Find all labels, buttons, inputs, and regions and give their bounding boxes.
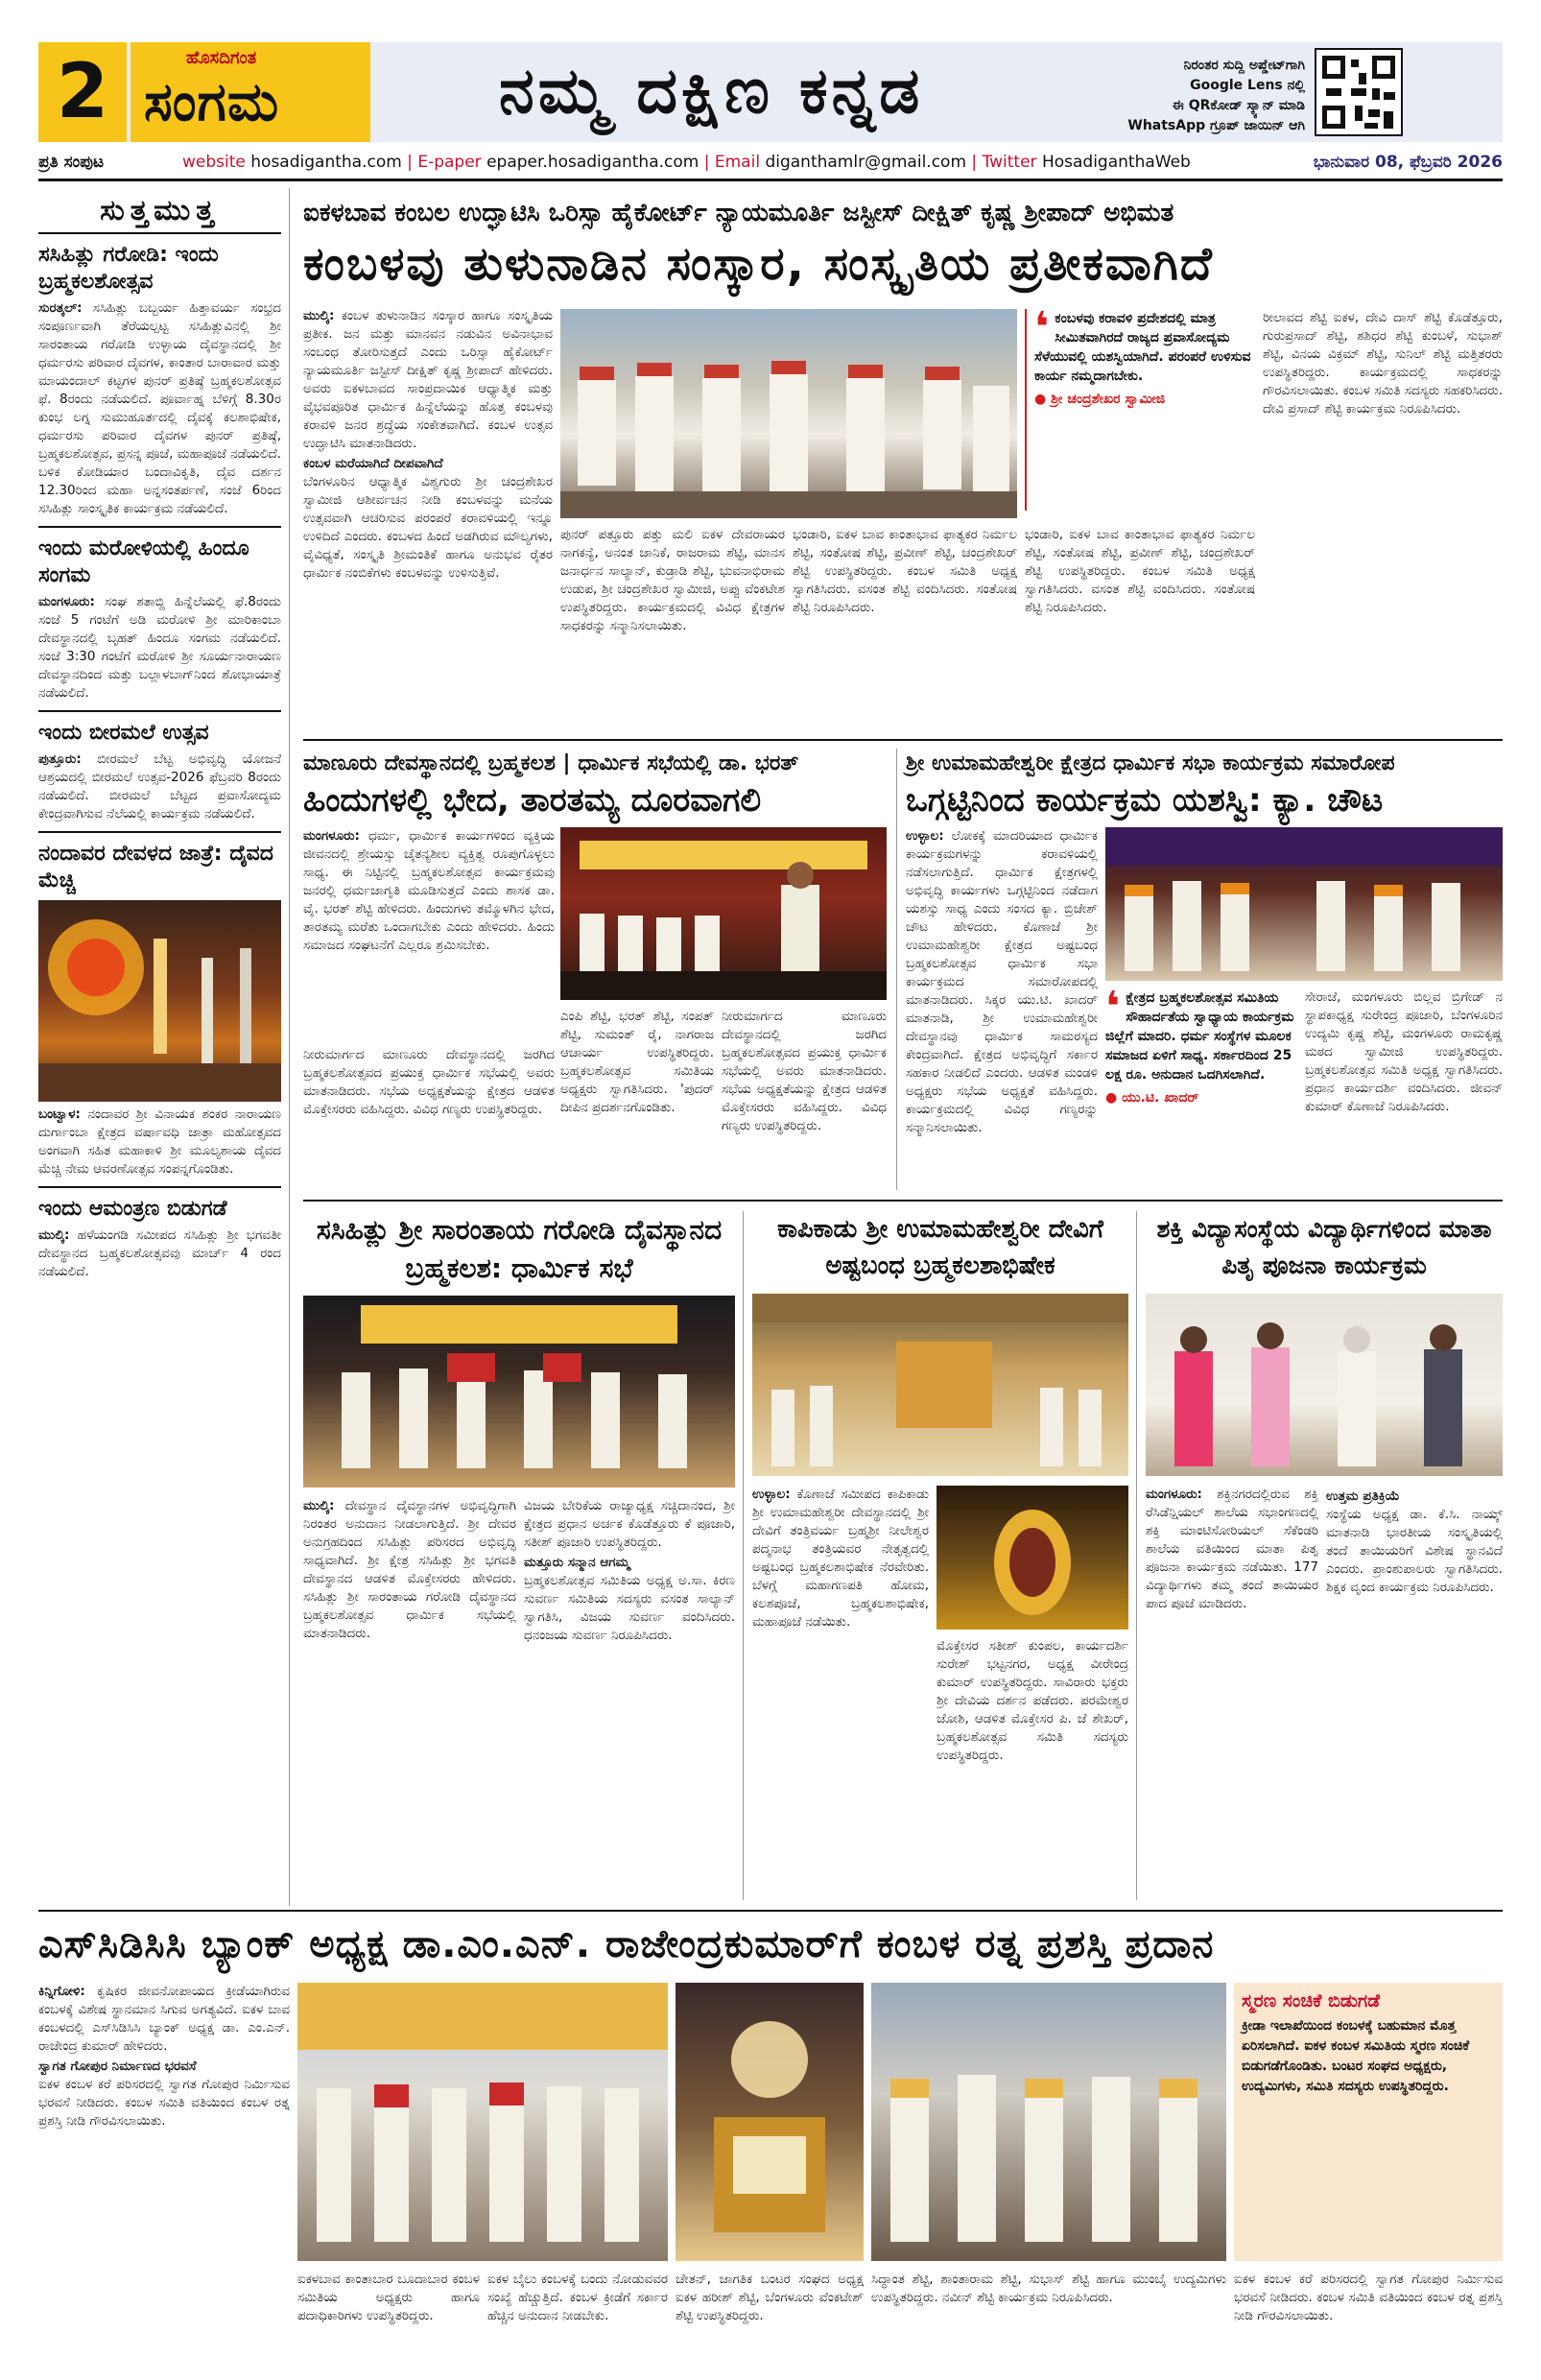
story6-text: ಶಕ್ತಿನಗರದಲ್ಲಿರುವ ಶಕ್ತಿ ರೆಸಿಡೆನ್ಷಿಯಲ್ ಶಾಲೆಯ ಸಭಾಂಗಣದಲ್ಲಿ ಶಕ್ತಿ ಮಾಂಟಿಸೋರಿಯಲ್ ಸೆಕೆಂಡರಿ ಶಾಲೆಯ ವತಿಯಿಂದ ಮಾತಾ ಪಿತೃ ಪೂಜನಾ ಕಾರ್ಯಕ್ರಮ ನಡೆಯಿತು. 177 ವಿದ್ಯಾರ್ಥಿಗಳು ತಮ್ಮ ತಂದೆ ತಾಯಿಯರ ಪಾದ ಪೂಜೆ ಮಾಡಿದರು.: [1146, 1487, 1318, 1611]
story4-subhead: ಮತ್ತೂರು ಸನ್ಮಾನ ಆಗಮ್ಮ: [524, 1555, 630, 1570]
dateline: ಬಂಟ್ವಾಳ:: [38, 1107, 81, 1122]
story3-text: ಸೇರಾಜೆ, ಮಂಗಳೂರು ಬಿಲ್ಲವ ಬ್ರಿಗೇಡ್ ನ ಸ್ಥಾಪಕಾಧ್ಯಕ್ಷ ಸುರೇಂದ್ರ ಪೂಜಾರಿ, ಬೆಂಗಳೂರಿನ ಉದ್ಯಮಿ ಕೃಷ್ಣ ಶೆಟ್ಟಿ, ಮಂಗಳೂರು ರಾಮಕೃಷ್ಣ ಮಠದ ಸ್ವಾಮೀಜಿ ಉಪಸ್ಥಿತರಿದ್ದರು. ಬ್ರಹ್ಮಕಲಶೋತ್ಸವ ಸಮಿತಿ ಅಧ್ಯಕ್ಷ ಸ್ವಾಗತಿಸಿದರು. ಪ್ರಧಾನ ಕಾರ್ಯದರ್ಶಿ ವಂದಿಸಿದರು. ಜೀವನ್ ಕುಮಾರ್ ಕೊಣಾಜೆ ನಿರೂಪಿಸಿದರು.: [1305, 989, 1503, 1114]
website-label: website: [182, 153, 246, 172]
brief-headline: ಇಂದು ಬೀರಮಲೆ ಉತ್ಸವ: [38, 721, 209, 745]
qr-line: ಈ QRಕೋಡ್ ಸ್ಕ್ಯಾನ್ ಮಾಡಿ: [1172, 98, 1305, 113]
brief-body: [38, 750, 281, 823]
dateline: ಮುಲ್ಕಿ:: [303, 1498, 335, 1513]
festival-photo: [38, 900, 281, 1102]
story1-text: ಪುನರ್ ಪತ್ತೂರು ಪತ್ತು ಮಲಿ ಐಕಳ ದೇವರಾಯರ ನಾಗಕನ್ಯೆ, ಅನಂತ ಜಾನಿಕೆ, ರಾಜರಾಮ ಶೆಟ್ಟಿ, ಮಾನಸ ಜನಾರ್ಧನ ಸಾಲ್ಯಾನ್, ಕುಡ್ರಾಡಿ ಶೆಟ್ಟಿ, ಭುವನಾಭಿರಾಮ ಉಡುಪ, ಶ್ರೀ ಚಂದ್ರಶೇಖರ ಸ್ವಾಮೀಜಿ, ಅಪ್ಪು ವೆಂಕಟೇಶ ಉಪಸ್ಥಿತರಿದ್ದರು. ಕಾರ್ಯಕ್ರಮದಲ್ಲಿ ವಿವಿಧ ಕ್ಷೇತ್ರಗಳ ಸಾಧಕರನ್ನು ಸನ್ಮಾನಿಸಲಾಯಿತು.: [560, 527, 785, 633]
story5-text: ಕೊಣಾಜೆ ಸಮೀಪದ ಕಾಪಿಕಾಡು ಶ್ರೀ ಉಮಾಮಹೇಶ್ವರೀ ದೇವಸ್ಥಾನದಲ್ಲಿ ಶ್ರೀ ದೇವಿಗೆ ತಂತ್ರಿವರ್ಯ ಬ್ರಹ್ಮಶ್ರೀ ನೀಲೇಶ್ವರ ಪದ್ಮನಾಭ ತಂತ್ರಿಯವರ ನೇತೃತ್ವದಲ್ಲಿ ಅಷ್ಟಬಂಧ ಬ್ರಹ್ಮಕಲಶಾಭಿಷೇಕ ನೆರವೇರಿತು. ಬೆಳಗ್ಗೆ ಮಹಾಗಣಪತಿ ಹೋಮ, ಕಲಶಪೂಜೆ, ಬ್ರಹ್ಮಕಲಶಾಭಿಷೇಕ, ಮಹಾಪೂಜೆ ನಡೆಯಿತು.: [752, 1487, 929, 1630]
story7-photo-left: [297, 1983, 668, 2261]
quote-author: ಶ್ರೀ ಚಂದ್ರಶೇಖರ ಸ್ವಾಮೀಜಿ: [1051, 392, 1166, 407]
story3-headline: ಒಗ್ಗಟ್ಟಿನಿಂದ ಕಾರ್ಯಕ್ರಮ ಯಶಸ್ವಿ: ಕ್ಯಾ. ಚೌಟ: [906, 781, 1384, 820]
story2-text: ನೀರುಮಾರ್ಗದ ಮಾಣೂರು ದೇವಸ್ಥಾನದಲ್ಲಿ ಜರಗಿದ ಬ್ರಹ್ಮಕಲಶೋತ್ಸವದ ಪ್ರಯುಕ್ತ ಧಾರ್ಮಿಕ ಸಭೆಯಲ್ಲಿ ಅವರು ಮಾತನಾಡಿದರು. ಸಭೆಯ ಅಧ್ಯಕ್ಷತೆಯನ್ನು ಕ್ಷೇತ್ರದ ಆಡಳಿತ ಮೊಕ್ತೇಸರರು ವಹಿಸಿದ್ದರು. ವಿವಿಧ ಗಣ್ಯರು ಉಪಸ್ಥಿತರಿದ್ದರು.: [722, 1009, 887, 1133]
brief-text: ಸಂಘ ಶತಾಬ್ದಿ ಹಿನ್ನೆಲೆಯಲ್ಲಿ ಫೆ.8ರಂದು ಸಂಜೆ 5 ಗಂಟೆಗೆ ಅಡಿ ಮರೋಳಿ ಶ್ರೀ ಮಾರಿಕಾಂಬಾ ದೇವಸ್ಥಾನದಲ್ಲಿ ಬೃಹತ್ ಹಿಂದೂ ಸಂಗಮ ನಡೆಯಲಿದೆ. ಸಂಜೆ 3:30 ಗಂಟೆಗೆ ಮರೋಳಿ ಶ್ರೀ ಸೂರ್ಯನಾರಾಯಣ ದೇವಸ್ಥಾನದಿಂದ ಮತ್ತು ಬಲ್ಲಾಳಬಾಗ್‌ನಿಂದ ಶೋಭಾಯಾತ್ರೆ ನಡೆಯಲಿದೆ.: [38, 594, 281, 701]
story1-quote: [1025, 303, 1255, 511]
edition-title: ನಮ್ಮ ದಕ್ಷಿಣ ಕನ್ನಡ: [499, 54, 924, 128]
story2-text: ಹಿಂದುಗಳು ತಮ್ಮೊಳಗಿನ ಭೇದ, ತಾರತಮ್ಯ ಮರೆತು ಒಂದಾಗಬೇಕು ಎಂದು ಹೇಳಿದರು. ಹಿಂದು ಸಮಾಜದ ಸಂಘಟನೆಗೆ ಎಲ್ಲರೂ ಶ್ರಮಿಸಬೇಕು.: [303, 901, 555, 953]
dateline: ಪುತ್ತೂರು:: [38, 751, 82, 767]
qr-instructions: [1046, 56, 1305, 136]
story2-body: [303, 827, 555, 1038]
brief-headline: ಇಂದು ಆಮಂತ್ರಣ ಬಿಡುಗಡೆ: [38, 1197, 227, 1221]
story1-text: ಭಂಡಾರಿ, ಐಕಳ ಬಾವ ಕಾಂತಾಭಾವ ಫಾತ್ಯಕರ ನಿರ್ಮಲ ಶೆಟ್ಟಿ, ಸಂತೋಷ ಶೆಟ್ಟಿ, ಪ್ರವೀಣ್ ಶೆಟ್ಟಿ, ಚಂದ್ರಶೇಖರ್ ಶೆಟ್ಟಿ ಉಪಸ್ಥಿತರಿದ್ದರು. ಕಂಬಳ ಸಮಿತಿ ಅಧ್ಯಕ್ಷ ಸ್ವಾಗತಿಸಿದರು. ವಸಂತ ಶೆಟ್ಟಿ ವಂದಿಸಿದರು. ಸಂತೋಷ ಶೆಟ್ಟಿ ನಿರೂಪಿಸಿದರು.: [1025, 527, 1255, 615]
edition-label: ಪ್ರತಿ ಸಂಪುಟ: [38, 153, 105, 172]
twitter-link[interactable]: HosadiganthaWeb: [1041, 153, 1191, 172]
story2-body: [303, 1046, 555, 1190]
story6-subhead: ಉತ್ತಮ ಪ್ರತಿಕ್ರಿಯೆ: [1326, 1488, 1400, 1504]
story6-photo: [1146, 1294, 1503, 1476]
dateline: ಮುಲ್ಕಿ:: [38, 1227, 70, 1243]
info-bar: [38, 148, 1503, 177]
brand-top: ಹೊಸದಿಗಂತ: [186, 48, 257, 68]
story3-body: [906, 827, 1098, 1190]
story1-subhead: ಕಂಬಳ ಮರೆಯಾಗಿದೆ ದೀಪವಾಗಿದೆ: [303, 456, 443, 471]
story7-text: ಸಿದ್ಧಾಂತ ಶೆಟ್ಟಿ, ಶಾಂತಾರಾಮ ಶೆಟ್ಟಿ, ಸುಭಾಸ್ ಶೆಟ್ಟಿ ಹಾಗೂ ಮುಂಬೈ ಉದ್ಯಮಿಗಳು ಉಪಸ್ಥಿತರಿದ್ದರು. ನವೀನ್ ಶೆಟ್ಟಿ ಕಾರ್ಯಕ್ರಮ ನಿರೂಪಿಸಿದರು.: [871, 2272, 1226, 2305]
story7-body: [676, 2271, 864, 2367]
quote-text: ಕ್ಷೇತ್ರದ ಬ್ರಹ್ಮಕಲಶೋತ್ಸವ ಸಮಿತಿಯ ಸೌಹಾರ್ದತೆಯ ಸ್ವಾಧ್ಯಾಯ ಕಾರ್ಯಕ್ರಮ ಜಿಲ್ಲೆಗೆ ಮಾದರಿ. ಧರ್ಮ ಸಂಸ್ಥೆಗಳ ಮೂಲಕ ಸಮಾಜದ ಏಳಿಗೆ ಸಾಧ್ಯ. ಸರ್ಕಾರದಿಂದ 25 ಲಕ್ಷ ರೂ. ಅನುದಾನ ಒದಗಿಸಲಾಗಿದೆ.: [1105, 990, 1294, 1083]
story5-headline: ಕಾಪಿಕಾಡು ಶ್ರೀ ಉಮಾಮಹೇಶ್ವರೀ ದೇವಿಗೆ ಅಷ್ಟಬಂಧ ಬ್ರಹ್ಮಕಲಶಾಭಿಷೇಕ: [777, 1215, 1103, 1280]
story7-body: [871, 2271, 1226, 2367]
story7-subhead: ಸ್ವಾಗತ ಗೋಪುರ ನಿರ್ಮಾಣದ ಭರವಸೆ: [38, 2059, 197, 2074]
story3-photo: [1105, 827, 1503, 981]
story3-kicker: ಶ್ರೀ ಉಮಾಮಹೇಶ್ವರೀ ಕ್ಷೇತ್ರದ ಧಾರ್ಮಿಕ ಸಭಾ ಕಾರ್ಯಕ್ರಮ ಸಮಾರೋಪ: [906, 751, 1395, 775]
brand-main: ಸಂಗಮ: [144, 71, 280, 133]
story3-quote: [1105, 983, 1297, 1190]
quote-attribution: ● ಯು.ಟಿ. ಖಾದರ್: [1105, 1090, 1199, 1106]
divider: [38, 1186, 281, 1188]
story7-text: ಚೇತನ್, ಜಾಗತಿಕ ಬಂಟರ ಸಂಘದ ಅಧ್ಯಕ್ಷ ಐಕಳ ಹರೀಶ್ ಶೆಟ್ಟಿ, ಬೆಂಗಳೂರು ವೆಂಕಟೇಶ್ ಶೆಟ್ಟಿ ಉಪಸ್ಥಿತರಿದ್ದರು.: [676, 2272, 864, 2323]
brief-body: [38, 593, 281, 702]
story4-photo: [303, 1296, 735, 1488]
story4-text: ದೇವಸ್ಥಾನ ದೈವಸ್ಥಾನಗಳ ಅಭಿವೃದ್ಧಿಗಾಗಿ ನಿರಂತರ ಅನುದಾನ ನೀಡಲಾಗುತ್ತಿದೆ. ಶ್ರೀ ದೇವರ ಅನುಗ್ರಹದಿಂದ ಸಸಿಹಿತ್ಲು ಪರಿಸರದ ಅಭಿವೃದ್ಧಿ ಸಾಧ್ಯವಾಗಿದೆ. ಶ್ರೀ ಕ್ಷೇತ್ರ ಸಸಿಹಿತ್ಲು ಶ್ರೀ ಭಗವತಿ ದೇವಸ್ಥಾನದ ಆಡಳಿತ ಮೊಕ್ತೇಸರರು ಹೇಳಿದರು. ಸಸಿಹಿತ್ಲು ಶ್ರೀ ಸಾರಂತಾಯ ಗರೋಡಿ ದೈವಸ್ಥಾನದ ಬ್ರಹ್ಮಕಲಶೋತ್ಸವ ಧಾರ್ಮಿಕ ಸಭೆಯಲ್ಲಿ ಮಾತನಾಡಿದರು.: [303, 1498, 516, 1641]
story7-body: [487, 2271, 668, 2367]
section-divider: [303, 739, 1503, 741]
story4-body: [524, 1497, 735, 1900]
dateline: ಕಿನ್ನಿಗೋಳಿ:: [38, 1984, 85, 1999]
story1-body: [793, 526, 1017, 729]
story7-headline: ಎಸ್‌ಸಿಡಿಸಿಸಿ ಬ್ಯಾಂಕ್ ಅಧ್ಯಕ್ಷ ಡಾ.ಎಂ.ಎನ್. ರಾಜೇಂದ್ರಕುಮಾರ್‌ಗೆ ಕಂಬಳ ರತ್ನ ಪ್ರಶಸ್ತಿ ಪ್ರದಾನ: [38, 1922, 1215, 1966]
story6-body: [1326, 1486, 1503, 1900]
divider: [38, 710, 281, 712]
story1-kicker: ಐಕಳಬಾವ ಕಂಬಲ ಉದ್ಘಾಟಿಸಿ ಒರಿಸ್ಸಾ ಹೈಕೋರ್ಟ್ ನ್ಯಾಯಮೂರ್ತಿ ಜಸ್ಟೀಸ್ ದೀಕ್ಷಿತ್ ಕೃಷ್ಣ ಶ್ರೀಪಾದ್ ಅಭಿಮತ: [303, 199, 1174, 227]
brief-body: [38, 1226, 281, 1281]
story5-text: ಮೊಕ್ತೇಸರ ಸತೀಶ್ ಕುಂಪಲ, ಕಾರ್ಯದರ್ಶಿ ಸುರೇಶ್ ಭಟ್ಟನಗರ, ಅಧ್ಯಕ್ಷ ವೀರೇಂದ್ರ ಕುಮಾರ್ ಉಪಸ್ಥಿತರಿದ್ದರು. ಸಾವಿರಾರು ಭಕ್ತರು ಶ್ರೀ ದೇವಿಯ ದರ್ಶನ ಪಡೆದರು. ಪರಮೇಶ್ವರ ಜೋಶಿ, ಆಡಳಿತ ಮೊಕ್ತೇಸರ ಪಿ. ಜೆ ಶೇಖರ್, ಬ್ರಹ್ಮಕಲಶೋತ್ಸವ ಸಮಿತಿ ಸದಸ್ಯರು ಉಪಸ್ಥಿತರಿದ್ದರು.: [936, 1638, 1128, 1763]
story1-body: [1263, 309, 1503, 729]
email-link[interactable]: diganthamlr@gmail.com: [765, 153, 967, 172]
brief-body: [38, 1106, 281, 1178]
story3-text: ಸಿಕ್ಕರ ಯು.ಟಿ. ಖಾದರ್ ಮಾತನಾಡಿ, ಶ್ರೀ ಉಮಾಮಹೇಶ್ವರೀ ದೇವಸ್ಥಾನವು ಧಾರ್ಮಿಕ ಸಾಮರಸ್ಯದ ಕೇಂದ್ರವಾಗಿದೆ. ಕ್ಷೇತ್ರದ ಅಭಿವೃದ್ಧಿಗೆ ಸರ್ಕಾರ ಸಹಕಾರ ನೀಡಲಿದೆ ಎಂದರು. ಆಡಳಿತ ಮಂಡಳಿ ಅಧ್ಯಕ್ಷರು ಸಭೆಯ ಅಧ್ಯಕ್ಷತೆ ವಹಿಸಿದ್ದರು. ಕಾರ್ಯಕ್ರಮದಲ್ಲಿ ವಿವಿಧ ಗಣ್ಯರನ್ನು ಸನ್ಮಾನಿಸಲಾಯಿತು.: [906, 992, 1098, 1135]
story7-text: ಐಕಳಬಾವ ಕಾಂತಾಬಾರ ಬೂದಾಬಾರ ಕಂಬಳ ಸಮಿತಿಯ ಅಧ್ಯಕ್ಷರು ಹಾಗೂ ಪದಾಧಿಕಾರಿಗಳು ಉಪಸ್ಥಿತರಿದ್ದರು.: [297, 2272, 480, 2323]
dateline: ಮಂಗಳೂರು:: [38, 594, 95, 609]
brief-body: [38, 299, 281, 518]
dateline: ಉಳ್ಳಾಲ:: [752, 1487, 791, 1502]
website-link[interactable]: hosadigantha.com: [250, 153, 402, 172]
brief-text: ಹಳೆಯಂಗಡಿ ಸಮೀಪದ ಸಸಿಹಿತ್ಲು ಶ್ರೀ ಭಗವತೀ ದೇವಸ್ಥಾನದ ಬ್ರಹ್ಮಕಲಶೋತ್ಸವವು ಮಾರ್ಚ್ 4 ರಂದ ನಡೆಯಲಿದೆ.: [38, 1227, 282, 1279]
story4-text: ಬ್ರಹ್ಮಕಲಶೋತ್ಸವ ಸಮಿತಿಯ ಅಧ್ಯಕ್ಷ ಅ.ಸಾ. ಕಿರಣ ಸುವರ್ಣ ಸಮಿತಿಯ ಸದಸ್ಯರು ವಸಂತ ಸಾಲ್ಯಾನ್ ಸ್ವಾಗತಿಸಿ, ವಿಜಯ ಸುವರ್ಣ ವಂದಿಸಿದರು. ಧನಂಜಯ ಸುವರ್ಣ ನಿರೂಪಿಸಿದರು.: [524, 1573, 735, 1643]
story1-photo: [560, 309, 1017, 518]
story5-photo: [752, 1294, 1128, 1476]
section-title: ಸುತ್ತಮುತ್ತ: [38, 188, 281, 234]
story1-body: [1025, 526, 1255, 729]
contact-links: website hosadigantha.com | E-paper epaper.hosadigantha.com | Email diganthamlr@gmail.com | Twitter HosadiganthaWeb: [182, 153, 1191, 172]
story6-headline: ಶಕ್ತಿ ವಿದ್ಯಾಸಂಸ್ಥೆಯ ವಿದ್ಯಾರ್ಥಿಗಳಿಂದ ಮಾತಾ ಪಿತೃ ಪೂಜನಾ ಕಾರ್ಯಕ್ರಮ: [1156, 1215, 1492, 1279]
story7-text: ಕೃಷಿಕರ ಜೀವನೋಪಾಯದ ಕ್ರೀಡೆಯಾಗಿರುವ ಕಂಬಳಕ್ಕೆ ವಿಶೇಷ ಸ್ಥಾನಮಾನ ಸಿಗುವ ಅಗತ್ಯವಿದೆ. ಐಕಳ ಬಾವ ಕಂಬಳದಲ್ಲಿ ಎಸ್‌ಸಿಡಿಸಿಸಿ ಬ್ಯಾಂಕ್ ಅಧ್ಯಕ್ಷ ಡಾ. ಎಂ.ಎನ್. ರಾಜೇಂದ್ರ ಕುಮಾರ್ ಹೇಳಿದರು.: [38, 1984, 290, 2054]
story5-body: [752, 1486, 929, 1900]
story4-body: [303, 1497, 516, 1900]
qr-line: ನಿರಂತರ ಸುದ್ದಿ ಅಪ್ಡೇಟ್‌ಗಾಗಿ: [1183, 58, 1305, 73]
story7-body: [297, 2271, 480, 2367]
story2-headline: ಹಿಂದುಗಳಲ್ಲಿ ಭೇದ, ತಾರತಮ್ಯ ದೂರವಾಗಲಿ: [303, 781, 762, 820]
epaper-link[interactable]: epaper.hosadigantha.com: [486, 153, 699, 172]
sidebar-box-text: ಕ್ರೀಡಾ ಇಲಾಖೆಯಿಂದ ಕಂಬಳಕ್ಕೆ ಬಹುಮಾನ ಮೊತ್ತ ಏರಿಸಲಾಗಿದೆ. ಐಕಳ ಕಂಬಳ ಸಮಿತಿಯ ಸ್ಮರಣ ಸಂಚಿಕೆ ಬಿಡುಗಡೆಗೊಂಡಿತು. ಬಂಟರ ಸಂಘದ ಅಧ್ಯಕ್ಷರು, ಉದ್ಯಮಿಗಳು, ಸಮಿತಿ ಸದಸ್ಯರು ಉಪಸ್ಥಿತರಿದ್ದರು.: [1242, 2018, 1470, 2094]
story1-text: ಬೆಂಗಳೂರಿನ ಆಧ್ಯಾತ್ಮಿಕ ವಿಶ್ವಗುರು ಶ್ರೀ ಚಂದ್ರಶೇಖರ ಸ್ವಾಮೀಜಿ ಆಶೀರ್ವಚನ ನೀಡಿ ಕಂಬಳವನ್ನು ಮನೆಯ ಉತ್ಸವವಾಗಿ ಆಚರಿಸುವ ಪರಂಪರೆ ಕರಾವಳಿಯಲ್ಲಿ ಇನ್ನೂ ಉಳಿದಿದೆ ಎಂದರು. ಕಂಬಳದ ಹಿಂದೆ ಅಡಗಿರುವ ಮೌಲ್ಯಗಳು, ವೈವಿಧ್ಯತೆ, ಸಂಸ್ಕೃತಿ ಶ್ರೀಮಂತಿಕೆ ಹಾಗೂ ಅನುಭವ ರೈತರ ಧಾರ್ಮಿಕ ನಂಬಿಕೆಗಳು ಕಂಬಳವನ್ನು ಉಳಿಸುತ್ತಿವೆ.: [303, 474, 553, 581]
brief-text: ಬೀರಮಲೆ ಬೆಟ್ಟ ಅಭಿವೃದ್ಧಿ ಯೋಜನೆ ಆಶ್ರಯದಲ್ಲಿ ಬೀರಮಲೆ ಉತ್ಸವ-2026 ಫೆಬ್ರವರಿ 8ರಂದು ನಡೆಯಲಿದೆ. ಬೀರಮಲೆ ಬೆಟ್ಟದ ಪ್ರವಾಸೋದ್ಯಮ ಕೇಂದ್ರವಾಗಿಸುವ ನೆಲೆಯಲ್ಲಿ ಕಾರ್ಯಕ್ರಮ ನಡೆಯಲಿದೆ.: [38, 751, 281, 821]
epaper-label: E-paper: [417, 153, 482, 172]
divider: [38, 526, 281, 528]
story6-text: ಸಂಸ್ಥೆಯ ಅಧ್ಯಕ್ಷ ಡಾ. ಕೆ.ಸಿ. ನಾಯ್ಕ್ ಮಾತನಾಡಿ ಭಾರತೀಯ ಸಂಸ್ಕೃತಿಯಲ್ಲಿ ತಂದೆ ತಾಯಿಯರಿಗೆ ವಿಶೇಷ ಸ್ಥಾನವಿದೆ ಎಂದರು. ಪ್ರಾಂಶುಪಾಲರು ಸ್ವಾಗತಿಸಿದರು. ಶಿಕ್ಷಕ ವೃಂದ ಕಾರ್ಯಕ್ರಮ ನಿರೂಪಿಸಿದರು.: [1326, 1507, 1503, 1595]
quote-author: ಯು.ಟಿ. ಖಾದರ್: [1122, 1090, 1199, 1106]
twitter-label: Twitter: [982, 153, 1037, 172]
brand-block: [130, 42, 370, 142]
sidebar-box-title: ಸ್ಮರಣ ಸಂಚಿಕೆ ಬಿಡುಗಡೆ: [1242, 1990, 1381, 2011]
dateline: ಮಂಗಳೂರು:: [1146, 1487, 1202, 1502]
story1-text: ಭಂಡಾರಿ, ಐಕಳ ಬಾವ ಕಾಂತಾಭಾವ ಫಾತ್ಯಕರ ನಿರ್ಮಲ ಶೆಟ್ಟಿ, ಸಂತೋಷ ಶೆಟ್ಟಿ, ಪ್ರವೀಣ್ ಶೆಟ್ಟಿ, ಚಂದ್ರಶೇಖರ್ ಶೆಟ್ಟಿ ಉಪಸ್ಥಿತರಿದ್ದರು. ಕಂಬಳ ಸಮಿತಿ ಅಧ್ಯಕ್ಷ ಸ್ವಾಗತಿಸಿದರು. ವಸಂತ ಶೆಟ್ಟಿ ವಂದಿಸಿದರು. ಸಂತೋಷ ಶೆಟ್ಟಿ ನಿರೂಪಿಸಿದರು.: [793, 527, 1017, 615]
story7-text: ಐಕಳ ಬೈಲು ಕಂಬಳಕ್ಕೆ ಬಂದು ನೋಡುವವರ ಸಂಖ್ಯೆ ಹೆಚ್ಚುತ್ತಿದೆ. ಕಂಬಳ ಕ್ರೀಡೆಗೆ ಸರ್ಕಾರ ಹೆಚ್ಚಿನ ಅನುದಾನ ನೀಡಬೇಕು.: [487, 2272, 668, 2323]
story4-text: ವಿಜಯ ಬೇರಿಕೆಯ ರಾಜ್ಯಾಧ್ಯಕ್ಷ ಸಚ್ಚಿದಾನಂದ, ಶ್ರೀ ಕ್ಷೇತ್ರದ ಪ್ರಧಾನ ಅರ್ಚಕ ಕೊಡೆತ್ತೂರು ಕೆ ಪೂಜಾರಿ, ಸತೀಶ್ ಪೂಜಾರಿ ಉಪಸ್ಥಿತರಿದ್ದರು.: [524, 1498, 735, 1550]
quote-mark-icon: ❛: [1034, 303, 1050, 352]
story2-text: ನೀರುಮಾರ್ಗದ ಮಾಣೂರು ದೇವಸ್ಥಾನದಲ್ಲಿ ಜರಗಿದ ಬ್ರಹ್ಮಕಲಶೋತ್ಸವದ ಪ್ರಯುಕ್ತ ಧಾರ್ಮಿಕ ಸಭೆಯಲ್ಲಿ ಅವರು ಮಾತನಾಡಿದರು. ಸಭೆಯ ಅಧ್ಯಕ್ಷತೆಯನ್ನು ಕ್ಷೇತ್ರದ ಆಡಳಿತ ಮೊಕ್ತೇಸರರು ವಹಿಸಿದ್ದರು. ವಿವಿಧ ಗಣ್ಯರು ಉಪಸ್ಥಿತರಿದ್ದರು.: [303, 1047, 555, 1117]
story6-body: [1146, 1486, 1318, 1900]
story7-sidebar-box: [1234, 1983, 1503, 2261]
story7-photo-center: [676, 1983, 864, 2261]
story1-body: [303, 307, 553, 729]
story1-headline: ಕಂಬಳವು ತುಳುನಾಡಿನ ಸಂಸ್ಕಾರ, ಸಂಸ್ಕೃತಿಯ ಪ್ರತೀಕವಾಗಿದೆ: [303, 237, 1214, 291]
brief-text: ನಂದಾವರ ಶ್ರೀ ವಿನಾಯಕ ಶಂಕರ ನಾರಾಯಣ ದುರ್ಗಾಂಬಾ ಕ್ಷೇತ್ರದ ವರ್ಷಾವಧಿ ಜಾತ್ರಾ ಮಹೋತ್ಸವದ ಅಂಗವಾಗಿ ಸಹಿತ ಮಹಾಕಾಳಿ ಶ್ರೀ ಮೂಲ್ಯಶಾಯ ದೈವದ ಮೆಚ್ಚಿ ನೇಮ ಆವರಣೋತ್ಸವ ಸಂಪನ್ನಗೊಂಡಿತು.: [38, 1107, 281, 1177]
qr-line: Google Lens ನಲ್ಲಿ: [1190, 78, 1305, 93]
story1-text: ರೀಲಾವದ ಶೆಟ್ಟಿ ಐಕಳ, ದೇವಿ ದಾಸ್ ಶೆಟ್ಟಿ ಕೊಡೆತ್ತೂರು, ಗುರುಪ್ರಸಾದ್ ಶೆಟ್ಟಿ, ಶಶಿಧರ ಶೆಟ್ಟಿ ಕುಂಬಳೆ, ಸುಭಾಶ್ ಶೆಟ್ಟಿ, ವಿನಯ ವಿಕ್ರಮ್ ಶೆಟ್ಟಿ, ಸುನಿಲ್ ಶೆಟ್ಟಿ ಮತ್ತಿತರರು ಉಪಸ್ಥಿತರಿದ್ದರು. ಕಾರ್ಯಕ್ರಮದಲ್ಲಿ ಸಾಧಕರನ್ನು ಗೌರವಿಸಲಾಯಿತು. ಕಂಬಳ ಸಮಿತಿ ಸದಸ್ಯರು ಸಹಕರಿಸಿದರು. ದೇವಿ ಪ್ರಸಾದ್ ಶೆಟ್ಟಿ ಕಾರ್ಯಕ್ರಮ ನಿರೂಪಿಸಿದರು.: [1263, 310, 1503, 416]
story5-deity-photo: [936, 1486, 1128, 1630]
story7-text: ಐಕಳ ಕಂಬಳ ಕರೆ ಪರಿಸರದಲ್ಲಿ ಸ್ವಾಗತ ಗೋಪುರ ನಿರ್ಮಿಸುವ ಭರವಸೆ ನೀಡಿದರು. ಕಂಬಳ ಸಮಿತಿ ವತಿಯಿಂದ ಕಂಬಳ ರತ್ನ ಪ್ರಶಸ್ತಿ ನೀಡಿ ಗೌರವಿಸಲಾಯಿತು.: [38, 2077, 290, 2129]
dateline: ಸುರತ್ಕಲ್:: [38, 300, 83, 316]
qr-line: WhatsApp ಗ್ರೂಪ್ ಜಾಯಿನ್ ಆಗಿ: [1127, 118, 1305, 133]
masthead: [38, 42, 1503, 142]
quote-text: ಕಂಬಳವು ಕರಾವಳಿ ಪ್ರದೇಶದಲ್ಲಿ ಮಾತ್ರ ಸೀಮಿತವಾಗಿರದೆ ರಾಜ್ಯದ ಪ್ರವಾಸೋದ್ಯಮ ಸೆಳೆಯುವಲ್ಲಿ ಯಶಸ್ವಿಯಾಗಿದೆ. ಪರಂಪರೆ ಉಳಿಸುವ ಕಾರ್ಯ ನಮ್ಮದಾಗಬೇಕು.: [1034, 311, 1251, 384]
story7-body: [38, 1983, 290, 2367]
brief-headline: ಸಸಿಹಿತ್ಲು ಗರೋಡಿ: ಇಂದು ಬ್ರಹ್ಮಕಲಶೋತ್ಸವ: [38, 243, 219, 294]
story3-text: ಲೋಕಕ್ಕೆ ಮಾದರಿಯಾದ ಧಾರ್ಮಿಕ ಕಾರ್ಯಕ್ರಮಗಳನ್ನು ಕರಾವಳಿಯಲ್ಲಿ ನಡೆಸಲಾಗುತ್ತಿದೆ. ಧಾರ್ಮಿಕ ಕ್ಷೇತ್ರಗಳಲ್ಲಿ ಅಭಿವೃದ್ಧಿ ಕಾರ್ಯಗಳು ಒಗ್ಗಟ್ಟಿನಿಂದ ನಡೆದಾಗ ಯಶಸ್ಸು ಸಾಧ್ಯ ಎಂದು ಸಂಸದ ಕ್ಯಾ. ಬ್ರಿಜೇಶ್ ಚೌಟ ಹೇಳಿದರು. ಕೊಣಾಜೆ ಶ್ರೀ ಉಮಾಮಹೇಶ್ವರೀ ಕ್ಷೇತ್ರದ ಅಷ್ಟಬಂಧ ಬ್ರಹ್ಮಕಲಶೋತ್ಸವ ಧಾರ್ಮಿಕ ಸಭಾ ಕಾರ್ಯಕ್ರಮದ ಸಮಾರೋಪದಲ್ಲಿ ಮಾತನಾಡಿದರು.: [906, 828, 1098, 1008]
story2-photo: [560, 827, 887, 1000]
story4-headline: ಸಸಿಹಿತ್ಲು ಶ್ರೀ ಸಾರಂತಾಯ ಗರೋಡಿ ದೈವಸ್ಥಾನದ ಬ್ರಹ್ಮಕಲಶ: ಧಾರ್ಮಿಕ ಸಭೆ: [316, 1214, 723, 1284]
quote-attribution: ● ಶ್ರೀ ಚಂದ್ರಶೇಖರ ಸ್ವಾಮೀಜಿ: [1034, 392, 1166, 407]
brief-headline: ನಂದಾವರ ದೇವಳದ ಜಾತ್ರೆ: ದೈವದ ಮೆಚ್ಚಿ: [38, 842, 273, 892]
column-rule: [896, 749, 897, 1190]
quote-mark-icon: ❛: [1105, 983, 1121, 1032]
column-rule: [743, 1211, 744, 1900]
section-divider: [303, 1200, 1503, 1202]
column-rule: [1136, 1211, 1137, 1900]
brief-text: ಸಸಿಹಿತ್ಲು ಬಬ್ಬರ್ಯ ಹಿತ್ತಾವರ್ಯ ಸಂಭ್ರದ ಸಂಪೂರ್ಣವಾಗಿ ತೆರೆಯಲ್ಪಟ್ಟ ಸಸಿಹಿತ್ಲುವಿನಲ್ಲಿ ಶ್ರೀ ಸಾರಂತಾಯ ಗರೋಡಿ ಉಳ್ಳಾಯ ದೈವಸ್ಥಾನದಲ್ಲಿ ಶ್ರೀ ಧರ್ಮರಸು ಪರಿವಾರ ದೈವಗಳ, ಕಾಂತಾರ ಬಾರಾವಾರ ಮತ್ತು ಮಾಯಂದಾಲ್ ಕಟ್ಟಗಳ ಪುನರ್ ಪ್ರತಿಷ್ಠೆ ಬ್ರಹ್ಮಕಲಶೋತ್ಸವ ಫೆ. 8ರಂದು ನಡೆಯಲಿದೆ. ಪೂರ್ವಾಹ್ನ ಬೆಳಿಗ್ಗೆ 8.30ರ ಕುಂಭ ಲಗ್ನ ಸುಮುಹೂರ್ತದಲ್ಲಿ ದೈವಕ್ಕೆ ಕಲಶಾಭಿಷೇಕ, ಧರ್ಮರಸು ಪರಿವಾರ ದೈವಗಳ ಪುನರ್ ಪ್ರತಿಷ್ಠೆ, ಬ್ರಹ್ಮಕಲಶೋತ್ಸವ, ಪ್ರಸನ್ನ ಪೂಜೆ, ಮಹಾಪೂಜೆ ನಡೆಯಲಿದೆ. ಬಳಿಕ ಕೋಡಿಯಾರ ಬಂದಾವಿಕೃತಿ, ದೈವ ದರ್ಶನ 12.30ರಿಂದ ಮಹಾ ಅನ್ನಸಂತರ್ಪಣೆ, ಸಂಜೆ 6ರಿಂದ ಸಸಿಹಿತ್ಲು ಸಾಂಸ್ಕೃತಿಕ ಕಾರ್ಯಕ್ರಮ ನಡೆಯಲಿದೆ.: [38, 300, 281, 516]
page-number: 2: [38, 42, 127, 142]
dateline: ಉಳ್ಳಾಲ:: [906, 828, 944, 844]
story7-body: [1234, 2271, 1503, 2367]
story2-text: ಧರ್ಮ, ಧಾರ್ಮಿಕ ಕಾರ್ಯಗಳಿಂದ ವ್ಯಕ್ತಿಯ ಜೀವನದಲ್ಲಿ ಶ್ರೇಯಸ್ಸು ಚೈತನ್ಯಶೀಲ ವ್ಯಕ್ತಿತ್ವ ರೂಪುಗೊಳ್ಳಲು ಸಾಧ್ಯ. ಈ ನಿಟ್ಟಿನಲ್ಲಿ ಬ್ರಹ್ಮಕಲಶೋತ್ಸವ ಕಾರ್ಯಕ್ರಮವು ಜನರಲ್ಲಿ ಧರ್ಮಜಾಗೃತಿ ಮೂಡಿಸುತ್ತದೆ ಎಂದು ಶಾಸಕ ಡಾ. ವೈ. ಭರತ್ ಶೆಟ್ಟಿ ಹೇಳಿದರು.: [303, 828, 555, 916]
divider: [38, 831, 281, 833]
story5-body: [936, 1637, 1128, 1900]
story2-kicker: ಮಾಣೂರು ದೇವಸ್ಥಾನದಲ್ಲಿ ಬ್ರಹ್ಮಕಲಶ | ಧಾರ್ಮಿಕ ಸಭೆಯಲ್ಲಿ ಡಾ. ಭರತ್: [303, 751, 799, 775]
brief-headline: ಇಂದು ಮರೋಳಿಯಲ್ಲಿ ಹಿಂದೂ ಸಂಗಮ: [38, 536, 249, 587]
story7-text: ಐಕಳ ಕಂಬಳ ಕರೆ ಪರಿಸರದಲ್ಲಿ ಸ್ವಾಗತ ಗೋಪುರ ನಿರ್ಮಿಸುವ ಭರವಸೆ ನೀಡಿದರು. ಕಂಬಳ ಸಮಿತಿ ವತಿಯಿಂದ ಕಂಬಳ ರತ್ನ ಪ್ರಶಸ್ತಿ ನೀಡಿ ಗೌರವಿಸಲಾಯಿತು.: [1234, 2272, 1503, 2323]
email-label: Email: [714, 153, 761, 172]
dateline: ಮುಲ್ಕಿ:: [303, 308, 335, 323]
section-divider: [38, 1910, 1503, 1912]
story2-body: [722, 1008, 887, 1190]
issue-date: ಭಾನುವಾರ 08, ಫೆಬ್ರವರಿ 2026: [1313, 153, 1503, 172]
left-column: [38, 188, 290, 1906]
story1-body: [560, 526, 785, 729]
dateline: ಮಂಗಳೂರು:: [303, 828, 360, 844]
qr-code-icon[interactable]: [1315, 48, 1403, 136]
story2-body: [560, 1008, 714, 1190]
header-rule: [38, 178, 1503, 181]
story2-text: ಎಂಪಿ ಶೆಟ್ಟಿ, ಭರತ್ ಶೆಟ್ಟಿ, ಸಂಪತ್ ಶೆಟ್ಟಿ, ಸುಮಂತ್ ರೈ, ನಾಗರಾಜ ಆಚಾರ್ಯ ಉಪಸ್ಥಿತರಿದ್ದರು. ಬ್ರಹ್ಮಕಲಶೋತ್ಸವ ಸಮಿತಿಯ ಅಧ್ಯಕ್ಷರು ಸ್ವಾಗತಿಸಿದರು. 'ಪುದರ್ ದೀಪಿನ ಪ್ರದರ್ಶನಗೊಂಡಿತು.: [560, 1009, 714, 1115]
story3-body: [1305, 988, 1503, 1190]
story7-photo-right: [871, 1983, 1226, 2261]
story1-text: ಕಂಬಳ ತುಳುನಾಡಿನ ಸಂಸ್ಕಾರ ಹಾಗೂ ಸಂಸ್ಕೃತಿಯ ಪ್ರತೀಕ. ಜನ ಮತ್ತು ಮಾನವನ ನಡುವಿನ ಅವಿನಾಭಾವ ಸಂಬಂಧ ತೋರಿಸುತ್ತದೆ ಎಂದು ಒರಿಸ್ಸಾ ಹೈಕೋರ್ಟ್ ನ್ಯಾಯಮೂರ್ತಿ ಜಸ್ಟೀಸ್ ದೀಕ್ಷಿತ್ ಕೃಷ್ಣ ಶ್ರೀಪಾದ್ ಹೇಳಿದರು. ಅವರು ಐಕಳಬಾವದ ಸಾಂಪ್ರದಾಯಿಕ ಆಧ್ಯಾತ್ಮಿಕ ಮತ್ತು ವೈಭವಪೂರಿತ ಧಾರ್ಮಿಕ ಹಿನ್ನೆಲೆಯನ್ನು ಹೊತ್ತ ಕಂಬಳವು ಕರಾವಳಿ ಜನರ ಶ್ರದ್ಧೆಯ ಸಂಕೇತವಾಗಿದೆ. ಕಂಬಳ ಉತ್ಸವ ಉದ್ಘಾಟಿಸಿ ಮಾತನಾಡಿದರು.: [303, 308, 553, 451]
